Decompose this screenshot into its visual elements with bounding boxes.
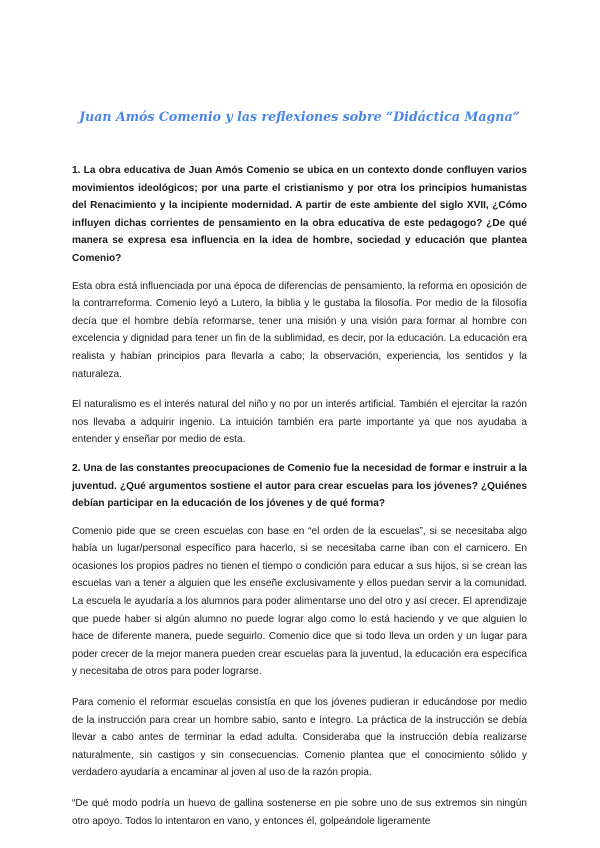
answer-2-paragraph-2: Para comenio el reformar escuelas consistía en que los jóvenes pudieran ir educándose por medio de la instrucción para crear un hombre sabio, santo e íntegro. La práctica de la instrucción se debía llevar a cabo antes de terminar la edad adulta. Consideraba que la instrucción debía realizarse naturalmente, sin castigos y sin consecuencias. Comenio plantea que el conocimiento sólido y verdadero ayudaría a encaminar al joven al uso de la razón propia.	[72, 697, 527, 779]
answer-2-paragraph-3: “De qué modo podría un huevo de gallina sostenerse en pie sobre uno de sus extremos sin ningún otro apoyo. Todos lo intentaron en vano, y entonces él, golpeándole ligeramente	[72, 798, 527, 827]
question-1: 1. La obra educativa de Juan Amós Comenio se ubica en un contexto donde confluyen varios movimientos ideológicos; por una parte el cristianismo y por otra los principios humanistas del Renacimiento y la incipiente modernidad. A partir de este ambiente del siglo XVII, ¿Cómo influyen dichas corrientes de pensamiento en la obra educativa de este pedagogo? ¿De qué manera se expresa esa influencia en la idea de hombre, sociedad y educación que plantea Comenio?	[72, 165, 527, 264]
question-2: 2. Una de las constantes preocupaciones de Comenio fue la necesidad de formar e instruir a la juventud. ¿Qué argumentos sostiene el autor para crear escuelas para los jóvenes? ¿Quiénes debían participar en la educación de los jóvenes y de qué forma?	[72, 462, 527, 510]
answer-1-paragraph-2: El naturalismo es el interés natural del niño y no por un interés artificial. También el ejercitar la razón nos llevaba a adquirir ingenio. La intuición también era parte importante ya que nos ayudaba a entender y enseñar por medio de esta.	[72, 399, 527, 446]
section-1	[72, 162, 527, 449]
section-2	[72, 460, 527, 830]
document-title: Juan Amós Comenio y las reflexiones sobre “Didáctica Magna”	[79, 109, 520, 124]
answer-1-paragraph-1: Esta obra está influenciada por una época de diferencias de pensamiento, la reforma en oposición de la contrarreforma. Comenio leyó a Lutero, la biblia y le gustaba la filosofía. Por medio de la filosofía decía que el hombre debía reformarse, tener una misión y una visión para formar al hombre con excelencia y dignidad para tener un fin de la sublimidad, es decir, por la educación. La educación era realista y habían principios para llevarla a cabo; la observación, experiencia, los sentidos y la naturaleza.	[72, 280, 527, 380]
answer-2-paragraph-1: Comenio pide que se creen escuelas con base en “el orden de la escuelas”, si se necesitaba algo había un lugar/personal específico para hacerlo, si se necesitaba carne iban con el carnicero. En ocasiones los propios padres no tienen el tiempo o condición para educar a sus hijos, si se crean las escuelas van a tener a alguien que les enseñe exclusivamente y ellos puedan servir a la comunidad. La escuela le ayudaría a los alumnos para poder alimentarse uno del otro y así crecer. El aprendizaje que puede haber si algún alumno no puede lograr algo como lo está haciendo y ve que alguien lo hace de diferente manera, puede seguirlo. Comenio dice que si todo lleva un orden y un lugar para poder crecer de la mejor manera pueden crear escuelas para la juventud, la educación era específica y necesitaba de otros para poder lograrse.	[72, 525, 527, 678]
